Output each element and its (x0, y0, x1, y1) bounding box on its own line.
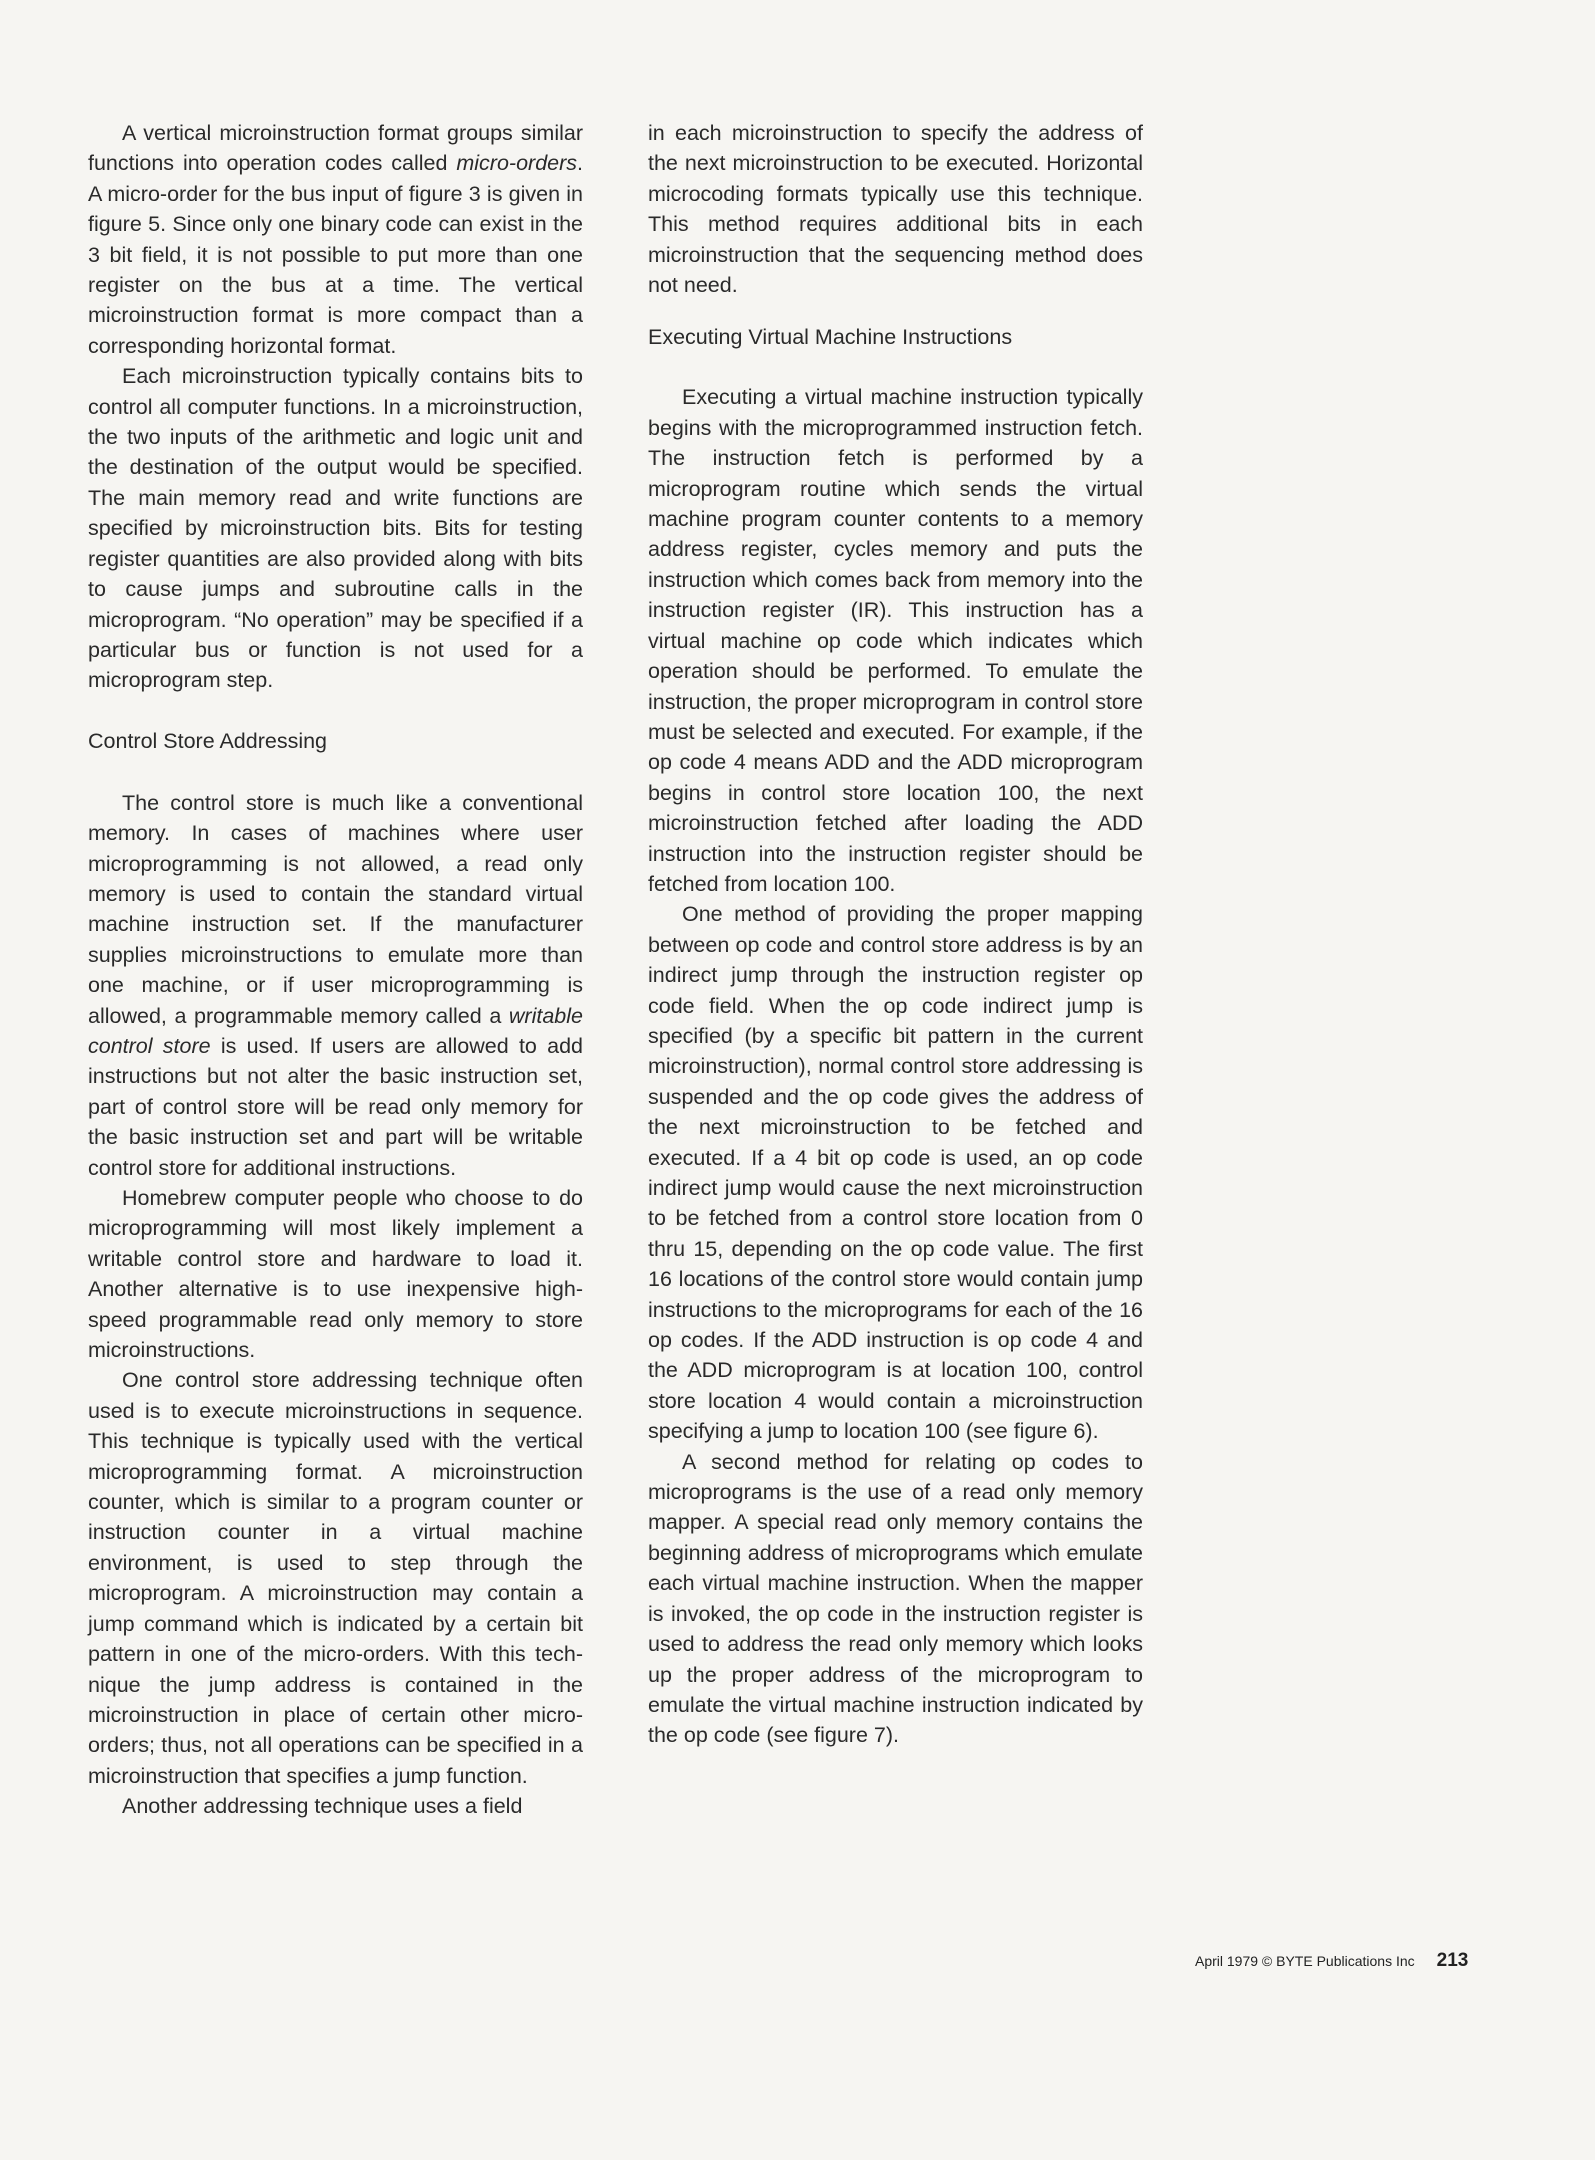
paragraph: One control store addressing technique often used is to execute microinstructions in sequence. This technique is typically used with the vertical microprogramming format. A microinstruction counter, which is similar to a program counter or instruction counter in a virtual machine environment, is used to step through the microprogram. A microinstruction may contain a jump command which is indicated by a certain bit pattern in one of the micro-orders. With this technique the jump address is contained in the microinstruction in place of certain other micro-orders; thus, not all operations can be specified in a microinstruction that specifies a jump function. (88, 1368, 583, 1788)
left-column (88, 118, 583, 1822)
paragraph: Each microinstruction typically contains bits to control all computer functions. In a microinstruction, the two inputs of the arithmetic and logic unit and the destination of the output would be specified. The main memory read and write functions are specified by microinstruction bits. Bits for testing register quantities are also provided along with bits to cause jumps and subroutine calls in the microprogram. “No operation” may be specified if a particular bus or function is not used for a microprogram step. (88, 364, 583, 693)
paragraph: A second method for relating op codes to microprograms is the use of a read only memory mapper. A special read only memory contains the beginning address of microprograms which emulate each virtual machine instruction. When the mapper is invoked, the op code in the instruction register is used to address the read only memory which looks up the proper address of the microprogram to emulate the virtual machine instruction indicated by the op code (see figure 7). (648, 1449, 1143, 1748)
section-heading: Executing Virtual Machine Instructions (648, 325, 1013, 350)
page-footer (1195, 1950, 1468, 1972)
paragraph: Another addressing technique uses a field (122, 1794, 523, 1819)
right-column (648, 118, 1143, 1751)
section-heading: Control Store Addressing (88, 728, 328, 753)
publication-credit: April 1979 © BYTE Publications Inc (1195, 1953, 1415, 1969)
paragraph: Homebrew computer people who choose to do microprogramming will most likely implement a writable control store and hardware to load it. Another alternative is to use inexpensive high-speed programmable read only memory to store microinstructions. (88, 1186, 583, 1363)
paragraph: Executing a virtual machine instruction typically begins with the microprogrammed instruction fetch. The instruction fetch is performed by a microprogram routine which sends the virtual machine program counter contents to a memory address register, cycles memory and puts the instruction which comes back from memory into the instruction register (IR). This instruction has a virtual machine op code which indicates which operation should be performed. To emulate the instruction, the proper microprogram in control store must be selected and executed. For example, if the op code 4 means ADD and the ADD microprogram begins in control store location 100, the next microinstruction fetched after loading the ADD instruction into the instruction register should be fetched from location 100. (648, 385, 1143, 896)
paragraph: A vertical microinstruction format groups similar functions into operation codes called micro-orders. A micro-order for the bus input of figure 3 is given in figure 5. Since only one binary code can exist in the 3 bit field, it is not possible to put more than one register on the bus at a time. The vertical microinstruction format is more compact than a corresponding horizontal format. (88, 121, 583, 358)
italic-term: writable control store (88, 1003, 583, 1058)
paragraph: One method of providing the proper mapping between op code and control store address is by an indirect jump through the instruction register op code field. When the op code indirect jump is specified (by a specific bit pattern in the current microinstruction), normal control store addressing is suspended and the op code gives the address of the next microinstruction to be fetched and executed. If a 4 bit op code is used, an op code indirect jump would cause the next microinstruction to be fetched from a control store location from 0 thru 15, depending on the op code value. The first 16 locations of the control store would contain jump instructions to the microprograms for each of the 16 op codes. If the ADD instruction is op code 4 and the ADD microprogram is at location 100, control store location 4 would contain a microinstruction specifying a jump to location 100 (see figure 6). (648, 902, 1143, 1444)
italic-term: micro-orders (456, 151, 578, 176)
page-number: 213 (1436, 1950, 1469, 1971)
paragraph: The control store is much like a conventional memory. In cases of machines where user microprogramming is not allowed, a read only memory is used to contain the standard virtual machine instruction set. If the manufacturer supplies microinstructions to emulate more than one machine, or if user microprogramming is allowed, a programmable memory called a writable control store is used. If users are allowed to add instructions but not alter the basic instruction set, part of control store will be read only memory for the basic instruction set and part will be writable control store for additional instructions. (88, 790, 583, 1180)
paragraph: in each microinstruction to specify the address of the next microinstruction to be executed. Horizontal microcoding formats typically use this technique. This method requires additional bits in each microinstruction that the sequencing method does not need. (648, 121, 1143, 298)
